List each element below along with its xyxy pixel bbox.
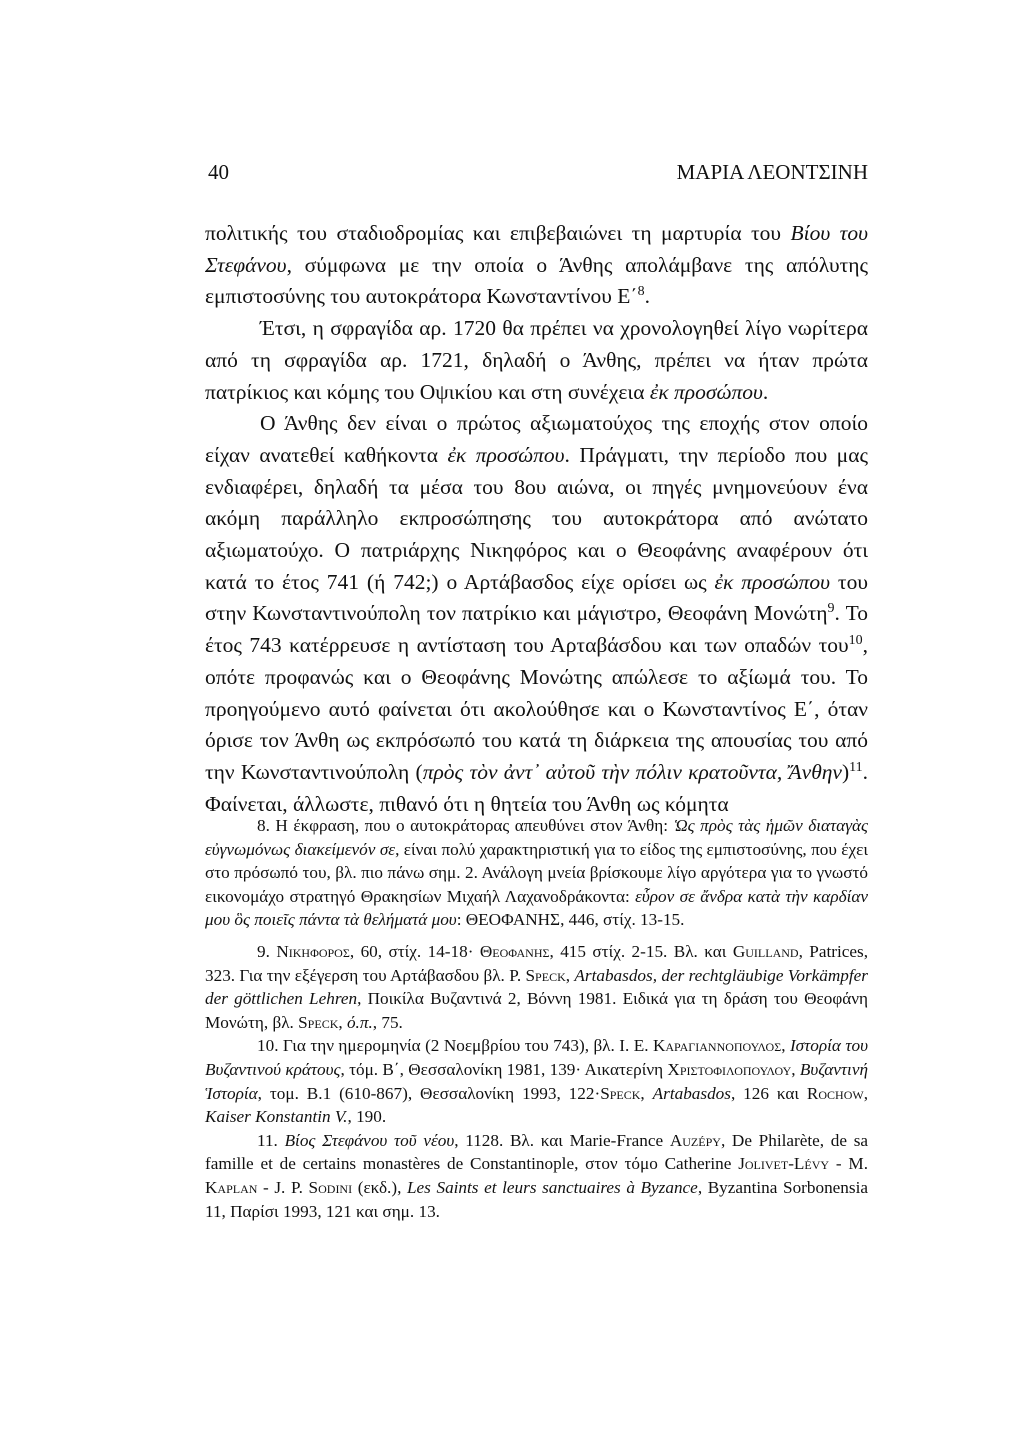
- italic-title: Kaiser Konstantin V.: [205, 1107, 348, 1127]
- page-header: [208, 160, 868, 185]
- text-run: 10. Για την ημερομηνία (2 Νοεμβρίου του 743), βλ. Ι. Ε.: [257, 1036, 653, 1056]
- italic-title: Βίου του Στεφάνου: [205, 221, 868, 277]
- footnote-9: [205, 940, 868, 1034]
- text-run: 9.: [257, 941, 277, 961]
- text-run: , σύμφωνα με την οποία ο Άνθης απολάμβανε της απόλυτης εμπιστοσύνης του αυτοκράτορα Κωνσταντίνου Ε΄: [205, 252, 868, 309]
- author-name: Auzépy: [669, 1130, 721, 1150]
- italic-phrase: ἐκ προσώπου: [447, 442, 565, 467]
- italic-quote: πρὸς τὸν ἀντ᾽ αὐτοῦ τὴν πόλιν κρατοῦντα, Ἄνθην: [422, 759, 842, 784]
- text-run: . Φαίνεται, άλλωστε, πιθανό ότι η θητεία του Άνθη ως κόμητα: [205, 759, 868, 816]
- footnote-ref: 8: [637, 284, 645, 300]
- text-run: ,: [565, 965, 575, 985]
- text-run: , 1128. Βλ. και Marie-France: [454, 1130, 670, 1150]
- text-run: (εκδ.),: [352, 1177, 407, 1197]
- text-run: 8. Η έκφραση, που ο αυτοκράτορας απευθύνει στον Άνθη:: [257, 816, 674, 835]
- paragraph: [205, 408, 868, 820]
- running-title: ΜΑΡΙΑ ΛΕΟΝΤΣΙΝΗ: [676, 160, 868, 184]
- italic-title: Artabasdos, der rechtgläubige Vorkämpfer der göttlichen Lehren: [205, 965, 868, 1009]
- author-name: Kaplan: [205, 1177, 258, 1197]
- text-run: . Το έτος 743 κατέρρευσε η αντίσταση του Αρταβάσδου και των οπαδών του: [205, 601, 869, 658]
- text-run: πολιτικής του σταδιοδρομίας και επιβεβαιώνει τη μαρτυρία του: [205, 221, 791, 245]
- italic-phrase: ἐκ προσώπου: [649, 379, 763, 404]
- paragraph: [205, 218, 868, 313]
- text-run: ,: [791, 1059, 800, 1079]
- text-run: του στην Κωνσταντινούπολη τον πατρίκιο και μάγιστρο, Θεοφάνη Μονώτη: [205, 569, 868, 626]
- author-name: Speck: [600, 1083, 641, 1103]
- italic-title: Artabasdos: [652, 1083, 731, 1103]
- author-name: Rochow: [806, 1083, 864, 1103]
- text-run: .: [762, 379, 769, 404]
- author-name: Jolivet-Lévy: [738, 1154, 830, 1174]
- text-run: - J. P.: [257, 1177, 309, 1197]
- text-run: , Patrices, 323. Για την εξέγερση του Αρτάβασδου βλ. P.: [205, 941, 869, 985]
- italic-title: Les Saints et leurs sanctuaires à Byzance: [406, 1177, 698, 1197]
- text-run: Ο Άνθης δεν είναι ο πρώτος αξιωματούχος της εποχής στον οποίο είχαν ανατεθεί καθήκοντα: [205, 411, 868, 467]
- footnote-ref: 9: [827, 601, 835, 617]
- text-run: , οπότε προφανώς και ο Θεοφάνης Μονώτης απώλεσε το αξίωμά του. Το προηγούμενο αυτό φαίνεται ότι ακολούθησε και ο Κωνσταντίνος Ε΄, όταν όρισε τον Άνθη ως εκπρόσωπό του κατά τη διάρκεια της απουσίας του από την Κωνσταντινούπολη (: [205, 633, 868, 784]
- footnote-ref: 11: [849, 759, 863, 775]
- text-run: : ΘΕΟΦΑΝΗΣ, 446, στίχ. 13-15.: [456, 910, 685, 930]
- text-run: ,: [863, 1083, 869, 1103]
- author-name: Νικηφορος: [276, 941, 350, 961]
- italic-phrase: ἐκ προσώπου: [714, 569, 831, 594]
- paragraph: [205, 313, 868, 408]
- italic-title: Βίος Στεφάνου τοῦ νέου: [284, 1130, 455, 1150]
- text-run: , τομ. Β.1 (610-867), Θεσσαλονίκη 1993, 122·: [257, 1083, 601, 1103]
- text-run: , 60, στίχ. 14-18·: [349, 941, 480, 961]
- author-name: Guilland: [732, 941, 799, 961]
- text-run: .: [644, 284, 650, 309]
- footnote-ref: 10: [848, 632, 863, 648]
- text-run: ,: [338, 1012, 347, 1032]
- italic-title: Βυζαντινή Ἱστορία: [205, 1059, 868, 1103]
- text-run: , 75.: [372, 1012, 403, 1032]
- italic-quote: Ὡς πρὸς τὰς ἡμῶν διαταγὰς εὐγνωμόνως διακείμενόν σε: [205, 816, 868, 859]
- author-name: Θεοφανης: [479, 941, 550, 961]
- text-run: , Byzantina Sorbonensia 11, Παρίσι 1993, 121 και σημ. 13.: [205, 1177, 868, 1221]
- text-run: , 126 και: [730, 1083, 807, 1103]
- page-number: 40: [208, 160, 229, 184]
- footnote-10: [205, 1034, 868, 1128]
- author-name: Sodini: [308, 1177, 353, 1197]
- text-run: ,: [640, 1083, 653, 1103]
- text-run: , είναι πολύ χαρακτηριστική για το είδος της εμπιστοσύνης, που έχει στο πρόσωπό του, βλ. πιο πάνω σημ. 2. Ανάλογη μνεία βρίσκουμε λίγο αργότερα για το γνωστό εικονομάχο στρατηγό Θρακησίων Μιχαήλ Λαχανοδράκοντα:: [205, 839, 868, 906]
- footnote-8: [205, 814, 868, 932]
- author-name: Χριστοφιλοπουλου: [667, 1059, 792, 1079]
- italic-quote: εὗρον σε ἄνδρα κατὰ τὴν καρδίαν μου ὃς ποιεῖς πάντα τὰ θελήματά μου: [205, 886, 868, 930]
- main-text: [205, 218, 868, 820]
- text-run: - M.: [829, 1154, 868, 1174]
- text-run: , 415 στίχ. 2-15. Βλ. και: [549, 941, 733, 961]
- text-run: , 190.: [347, 1107, 387, 1127]
- italic-title: Ιστορία του Βυζαντινού κράτους: [205, 1036, 869, 1079]
- author-name: Speck: [298, 1012, 339, 1032]
- text-run: 11.: [257, 1130, 285, 1150]
- author-name: Speck: [525, 965, 566, 985]
- text-run: , De Philarète, de sa famille et de certains monastères de Constantinople, στον τόμο Catherine: [205, 1130, 869, 1174]
- text-run: . Πράγματι, την περίοδο που μας ενδιαφέρει, δηλαδή τα μέσα του 8ου αιώνα, οι πηγές μνημονεύουν ένα ακόμη παράλληλο εκπροσώπησης του αυτοκράτορα από ανώτατο αξιωματούχο. Ο πατριάρχης Νικηφόρος και ο Θεοφάνης αναφέρουν ότι κατά το έτος 741 (ή 742;) ο Αρτάβασδος είχε ορίσει ως: [205, 442, 868, 594]
- text-run: ): [841, 759, 850, 784]
- footnotes: [205, 814, 868, 1223]
- text-run: , Ποικίλα Βυζαντινά 2, Βόννη 1981. Ειδικά για τη δράση του Θεοφάνη Μονώτη, βλ.: [205, 989, 868, 1032]
- text-run: Έτσι, η σφραγίδα αρ. 1720 θα πρέπει να χρονολογηθεί λίγο νωρίτερα από τη σφραγίδα αρ. 1721, δηλαδή ο Άνθης, πρέπει να ήταν πρώτα πατρίκιος και κόμης του Οψικίου και στη συνέχεια: [205, 316, 868, 404]
- footnote-11: [205, 1129, 868, 1223]
- italic-abbrev: ό.π.: [346, 1012, 373, 1032]
- text-run: ,: [781, 1036, 790, 1056]
- text-run: , τόμ. Β΄, Θεσσαλονίκη 1981, 139· Αικατερίνη: [340, 1059, 668, 1079]
- author-name: Καραγιαννοπουλος: [652, 1036, 782, 1056]
